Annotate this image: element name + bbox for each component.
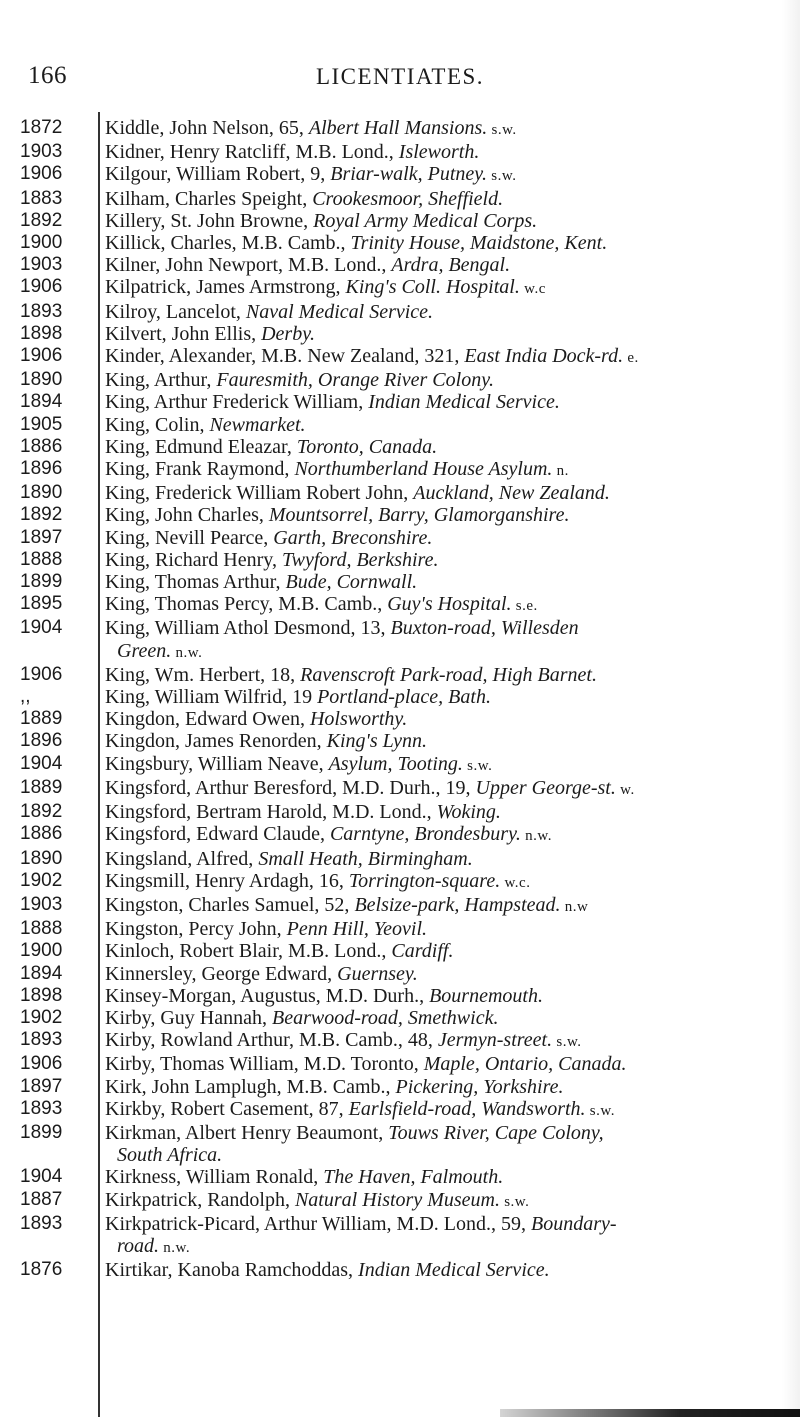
entry-year: 1889 <box>20 776 63 798</box>
register-entry <box>0 664 800 686</box>
entry-year: 1902 <box>20 1006 63 1028</box>
entry-text <box>105 527 800 549</box>
register-entry <box>0 117 800 141</box>
entry-text <box>105 188 800 210</box>
register-entry <box>0 708 800 730</box>
register-entry <box>0 345 800 369</box>
postal-district: s.w. <box>462 757 493 774</box>
entry-name-qualifications: Kiddle, John Nelson, 65, <box>105 117 309 139</box>
entry-year: 1906 <box>20 1053 63 1075</box>
register-entry <box>0 1122 800 1166</box>
entry-text <box>105 163 800 187</box>
register-entry <box>0 617 800 663</box>
entry-year: 1888 <box>20 548 63 570</box>
register-entry <box>0 436 800 458</box>
entry-text <box>105 369 800 391</box>
entry-year: 1890 <box>20 482 63 504</box>
entry-year: 1905 <box>20 413 63 435</box>
register-entry <box>0 801 800 823</box>
register-entry <box>0 301 800 323</box>
entry-name-qualifications: Kirk, John Lamplugh, M.B. Camb., <box>105 1075 396 1098</box>
entry-address: Natural History Museum. <box>294 1188 500 1211</box>
register-entry <box>0 1213 800 1259</box>
register-entry <box>0 188 800 210</box>
entry-year: 1894 <box>20 391 63 413</box>
entry-address: Crookesmoor, Sheffield. <box>312 187 504 210</box>
entry-year: 1892 <box>20 801 63 823</box>
entry-name-qualifications: Kilvert, John Ellis, <box>105 322 262 345</box>
entry-year: 1893 <box>20 1029 63 1051</box>
entry-address: Asylum, Tooting. <box>328 752 463 775</box>
entry-address: Northumberland House Asylum. <box>294 458 553 481</box>
register-entry <box>0 1076 800 1098</box>
postal-district: w.c. <box>500 874 531 891</box>
entry-address: Holsworthy. <box>309 708 408 731</box>
register-entry <box>0 391 800 413</box>
entry-name-qualifications: King, William Athol Desmond, 13, <box>105 617 391 640</box>
entry-text <box>105 894 800 918</box>
entry-address: Royal Army Medical Corps. <box>313 209 538 232</box>
entry-year: 1894 <box>20 962 63 984</box>
entry-year: 1887 <box>20 1188 63 1210</box>
register-entry <box>0 985 800 1007</box>
entry-year: 1893 <box>20 1212 63 1234</box>
entry-text <box>105 141 800 163</box>
entry-address: Earlsfield-road, Wandsworth. <box>348 1097 586 1120</box>
entry-text <box>105 571 800 593</box>
register-entry <box>0 940 800 962</box>
entry-address: King's Lynn. <box>326 730 428 753</box>
postal-district: s.w. <box>487 122 517 138</box>
entry-address: Jermyn-street. <box>437 1029 553 1052</box>
entry-name-qualifications: Kingston, Charles Samuel, 52, <box>105 893 355 916</box>
entry-text <box>105 1213 800 1235</box>
entry-address: Small Heath, Birmingham. <box>258 847 473 870</box>
entry-text <box>105 210 800 232</box>
entry-address: Trinity House, Maidstone, Kent. <box>350 232 608 255</box>
entry-name-qualifications: King, Wm. Herbert, 18, <box>105 663 301 686</box>
entry-name-qualifications: Kirkby, Robert Casement, 87, <box>105 1097 349 1120</box>
entry-name-qualifications: Kirkpatrick, Randolph, <box>105 1188 295 1211</box>
entry-name-qualifications: Kingsford, Bertram Harold, M.D. Lond., <box>105 801 437 824</box>
entry-name-qualifications: Kilroy, Lancelot, <box>105 300 246 323</box>
entry-year: 1889 <box>20 708 63 730</box>
entry-address: Fauresmith, Orange River Colony. <box>216 369 494 392</box>
entry-address: Upper George-st. <box>475 776 616 799</box>
entry-year: 1895 <box>20 593 63 615</box>
register-entry <box>0 254 800 276</box>
entry-address: Green. <box>117 639 172 662</box>
register-entry <box>0 593 800 617</box>
entry-year: 1900 <box>20 940 63 962</box>
entry-name-qualifications: Kirtikar, Kanoba Ramchoddas, <box>105 1259 359 1282</box>
entry-address: Bude, Cornwall. <box>285 571 418 594</box>
entry-text <box>105 504 800 526</box>
entry-year: 1890 <box>20 847 63 869</box>
entry-address: Indian Medical Service. <box>368 391 560 414</box>
entry-name-qualifications: Kinder, Alexander, M.B. New Zealand, 321, <box>105 345 465 368</box>
postal-district: n.w <box>560 898 589 915</box>
register-entry <box>0 1029 800 1053</box>
entry-text <box>105 963 800 985</box>
register-entry <box>0 894 800 918</box>
entry-address: Isleworth. <box>398 141 480 164</box>
entry-name-qualifications: King, Thomas Percy, M.B. Camb., <box>105 593 388 616</box>
entry-name-qualifications: King, Edmund Eleazar, <box>105 435 297 458</box>
entry-name-qualifications: Kingdon, Edward Owen, <box>105 708 310 731</box>
entry-year: 1892 <box>20 504 63 526</box>
entry-name-qualifications: Kinloch, Robert Blair, M.B. Lond., <box>105 940 392 963</box>
entry-year: 1904 <box>20 1166 63 1188</box>
entry-text <box>105 777 800 801</box>
entry-year: 1903 <box>20 254 63 276</box>
register-entry <box>0 323 800 345</box>
entry-name-qualifications: Killery, St. John Browne, <box>105 209 314 232</box>
entry-year: 1872 <box>20 117 63 138</box>
postal-district: s.w. <box>585 1102 615 1119</box>
register-entry <box>0 232 800 254</box>
entry-continuation <box>105 1235 800 1259</box>
entry-year: ,, <box>20 686 31 708</box>
register-entry <box>0 163 800 187</box>
entry-text <box>105 617 800 639</box>
entry-name-qualifications: Kingsbury, William Neave, <box>105 752 329 775</box>
entry-address: Buxton-road, Willesden <box>390 617 579 640</box>
entry-address: Bournemouth. <box>429 984 543 1007</box>
entry-address: King's Coll. Hospital. <box>345 276 520 299</box>
entry-name-qualifications: King, Nevill Pearce, <box>105 526 274 549</box>
entry-name-qualifications: Kilner, John Newport, M.B. Lond., <box>105 254 392 277</box>
register-entry <box>0 414 800 436</box>
entry-name-qualifications: Kirkness, William Ronald, <box>105 1166 324 1189</box>
entry-year: 1899 <box>20 571 63 593</box>
entry-name-qualifications: King, William Wilfrid, 19 <box>105 686 318 709</box>
register-entries <box>0 117 800 1281</box>
entry-name-qualifications: Kirkman, Albert Henry Beaumont, <box>105 1121 389 1144</box>
entry-text <box>105 1189 800 1213</box>
entry-address: road. <box>117 1234 160 1257</box>
entry-name-qualifications: King, Arthur, <box>105 369 217 392</box>
entry-address: Briar-walk, Putney. <box>330 163 488 186</box>
entry-name-qualifications: Kirby, Thomas William, M.D. Toronto, <box>105 1053 424 1076</box>
entry-text <box>105 1122 800 1144</box>
entry-name-qualifications: King, Frederick William Robert John, <box>105 482 414 505</box>
entry-name-qualifications: Kingdon, James Renorden, <box>105 730 327 753</box>
postal-district: e. <box>623 350 639 367</box>
register-entry <box>0 1053 800 1075</box>
register-entry <box>0 823 800 847</box>
entry-address: Auckland, New Zealand. <box>413 482 610 505</box>
postal-district: w. <box>615 781 635 798</box>
entry-address: Belsize-park, Hampstead. <box>354 893 561 916</box>
entry-address: The Haven, Falmouth. <box>323 1166 504 1189</box>
entry-address: Carntyne, Brondesbury. <box>329 823 521 846</box>
entry-year: 1898 <box>20 984 63 1006</box>
entry-name-qualifications: Kingsford, Edward Claude, <box>105 823 330 846</box>
entry-address: Woking. <box>436 801 501 824</box>
entry-text <box>105 276 800 300</box>
entry-year: 1904 <box>20 617 63 639</box>
register-entry <box>0 482 800 504</box>
entry-text <box>105 1166 800 1188</box>
register-entry <box>0 848 800 870</box>
register-entry <box>0 753 800 777</box>
postal-district: n. <box>552 463 569 480</box>
entry-text <box>105 117 800 141</box>
register-entry <box>0 549 800 571</box>
entry-text <box>105 940 800 962</box>
entry-year: 1900 <box>20 232 63 254</box>
entry-address: Touws River, Cape Colony, <box>388 1121 604 1144</box>
entry-text <box>105 686 800 708</box>
entry-name-qualifications: Kinsey-Morgan, Augustus, M.D. Durh., <box>105 984 430 1007</box>
postal-district: s.w. <box>499 1193 530 1210</box>
entry-address: Cardiff. <box>391 940 454 963</box>
entry-text <box>105 1007 800 1029</box>
entry-text <box>105 1076 800 1098</box>
entry-year: 1886 <box>20 435 63 457</box>
entry-name-qualifications: King, Colin, <box>105 413 210 436</box>
register-entry <box>0 504 800 526</box>
entry-address: Naval Medical Service. <box>245 300 434 323</box>
entry-name-qualifications: Kilham, Charles Speight, <box>105 187 313 210</box>
entry-address: Albert Hall Mansions. <box>308 117 488 139</box>
page-header <box>0 62 800 96</box>
page-edge-shading <box>782 0 800 1417</box>
entry-text <box>105 801 800 823</box>
entry-year: 1903 <box>20 141 63 163</box>
entry-text <box>105 254 800 276</box>
register-entry <box>0 730 800 752</box>
register-entry <box>0 527 800 549</box>
entry-address: Ravenscroft Park-road, High Barnet. <box>300 663 597 686</box>
register-entry <box>0 686 800 708</box>
entry-year: 1899 <box>20 1121 63 1143</box>
entry-text <box>105 870 800 894</box>
entry-text <box>105 664 800 686</box>
entry-year: 1902 <box>20 869 63 891</box>
postal-district: n.w. <box>171 644 203 661</box>
entry-year: 1903 <box>20 893 63 915</box>
register-entry <box>0 1098 800 1122</box>
entry-text <box>105 708 800 730</box>
entry-year: 1897 <box>20 1075 63 1097</box>
entry-name-qualifications: Kingsmill, Henry Ardagh, 16, <box>105 869 349 892</box>
running-title: LICENTIATES. <box>315 64 485 89</box>
postal-district: s.w. <box>552 1034 582 1051</box>
entry-year: 1893 <box>20 1097 63 1119</box>
entry-text <box>105 753 800 777</box>
entry-address: South Africa. <box>117 1144 223 1167</box>
entry-text <box>105 482 800 504</box>
register-entry <box>0 571 800 593</box>
entry-address: Twyford, Berkshire. <box>282 548 439 571</box>
entry-text <box>105 730 800 752</box>
register-entry <box>0 458 800 482</box>
entry-address: Guernsey. <box>337 962 418 985</box>
entry-text <box>105 1053 800 1075</box>
register-entry <box>0 1166 800 1188</box>
register-entry <box>0 1259 800 1281</box>
entry-year: 1892 <box>20 209 63 231</box>
entry-address: Derby. <box>261 322 315 345</box>
register-entry <box>0 369 800 391</box>
entry-address: Newmarket. <box>209 413 306 436</box>
entry-name-qualifications: Kingsford, Arthur Beresford, M.D. Durh., 19, <box>105 776 476 799</box>
entry-year: 1888 <box>20 918 63 940</box>
entry-address: Boundary- <box>530 1212 617 1235</box>
register-entry <box>0 1007 800 1029</box>
entry-year: 1906 <box>20 345 63 367</box>
entry-name-qualifications: Kilpatrick, James Armstrong, <box>105 276 346 299</box>
entry-address: Guy's Hospital. <box>387 593 512 616</box>
entry-text <box>105 414 800 436</box>
entry-address: Bearwood-road, Smethwick. <box>272 1006 499 1029</box>
entry-year: 1876 <box>20 1259 63 1281</box>
entry-address: Penn Hill, Yeovil. <box>286 918 428 941</box>
entry-text <box>105 391 800 413</box>
page-number: 166 <box>28 62 67 89</box>
entry-text <box>105 1259 800 1281</box>
register-entry <box>0 777 800 801</box>
entry-year: 1906 <box>20 163 63 185</box>
entry-address: Pickering, Yorkshire. <box>395 1075 564 1098</box>
bottom-edge-bar <box>500 1409 800 1417</box>
entry-address: Maple, Ontario, Canada. <box>423 1053 627 1076</box>
entry-text <box>105 1098 800 1122</box>
entry-continuation <box>105 1144 800 1166</box>
entry-address: East India Dock-rd. <box>464 345 624 368</box>
entry-text <box>105 918 800 940</box>
entry-year: 1886 <box>20 823 63 845</box>
entry-name-qualifications: Kirby, Rowland Arthur, M.B. Camb., 48, <box>105 1029 438 1052</box>
entry-year: 1896 <box>20 730 63 752</box>
register-entry <box>0 918 800 940</box>
entry-name-qualifications: King, Arthur Frederick William, <box>105 391 369 414</box>
entry-address: Toronto, Canada. <box>296 435 438 458</box>
postal-district: s.w. <box>487 168 517 185</box>
entry-address: Garth, Breconshire. <box>273 526 433 549</box>
entry-year: 1897 <box>20 526 63 548</box>
postal-district: n.w. <box>520 828 552 845</box>
entry-year: 1906 <box>20 276 63 298</box>
entry-name-qualifications: Kinnersley, George Edward, <box>105 962 338 985</box>
entry-text <box>105 323 800 345</box>
register-entry <box>0 141 800 163</box>
entry-name-qualifications: Kingston, Percy John, <box>105 918 287 941</box>
entry-name-qualifications: Kirkpatrick-Picard, Arthur William, M.D. Lond., 59, <box>105 1212 531 1235</box>
entry-address: Portland-place, Bath. <box>317 686 491 709</box>
entry-address: Indian Medical Service. <box>358 1259 550 1282</box>
entry-address: Ardra, Bengal. <box>391 254 511 277</box>
entry-name-qualifications: King, Thomas Arthur, <box>105 571 286 594</box>
entry-year: 1883 <box>20 187 63 209</box>
register-entry <box>0 210 800 232</box>
entry-text <box>105 232 800 254</box>
entry-year: 1898 <box>20 322 63 344</box>
postal-district: s.e. <box>511 598 538 615</box>
entry-text <box>105 549 800 571</box>
entry-continuation <box>105 640 800 664</box>
entry-name-qualifications: Kirby, Guy Hannah, <box>105 1006 273 1029</box>
entry-name-qualifications: King, Richard Henry, <box>105 548 282 571</box>
entry-text <box>105 823 800 847</box>
entry-text <box>105 593 800 617</box>
entry-text <box>105 458 800 482</box>
entry-name-qualifications: Killick, Charles, M.B. Camb., <box>105 232 351 255</box>
entry-name-qualifications: King, Frank Raymond, <box>105 458 295 481</box>
entry-year: 1904 <box>20 752 63 774</box>
entry-name-qualifications: Kilgour, William Robert, 9, <box>105 163 331 186</box>
postal-district: w.c <box>519 281 546 298</box>
entry-name-qualifications: Kidner, Henry Ratcliff, M.B. Lond., <box>105 141 399 164</box>
entry-address: Torrington-square. <box>348 869 501 892</box>
entry-text <box>105 436 800 458</box>
register-entry <box>0 276 800 300</box>
entry-text <box>105 345 800 369</box>
entry-text <box>105 848 800 870</box>
entry-year: 1896 <box>20 458 63 480</box>
register-entry <box>0 963 800 985</box>
postal-district: n.w. <box>159 1239 191 1256</box>
entry-text <box>105 985 800 1007</box>
entry-name-qualifications: Kingsland, Alfred, <box>105 847 259 870</box>
entry-address: Mountsorrel, Barry, Glamorganshire. <box>268 504 570 527</box>
register-entry <box>0 1189 800 1213</box>
entry-year: 1893 <box>20 300 63 322</box>
entry-year: 1890 <box>20 369 63 391</box>
entry-text <box>105 301 800 323</box>
entry-year: 1906 <box>20 663 63 685</box>
register-entry <box>0 870 800 894</box>
entry-text <box>105 1029 800 1053</box>
entry-name-qualifications: King, John Charles, <box>105 504 269 527</box>
